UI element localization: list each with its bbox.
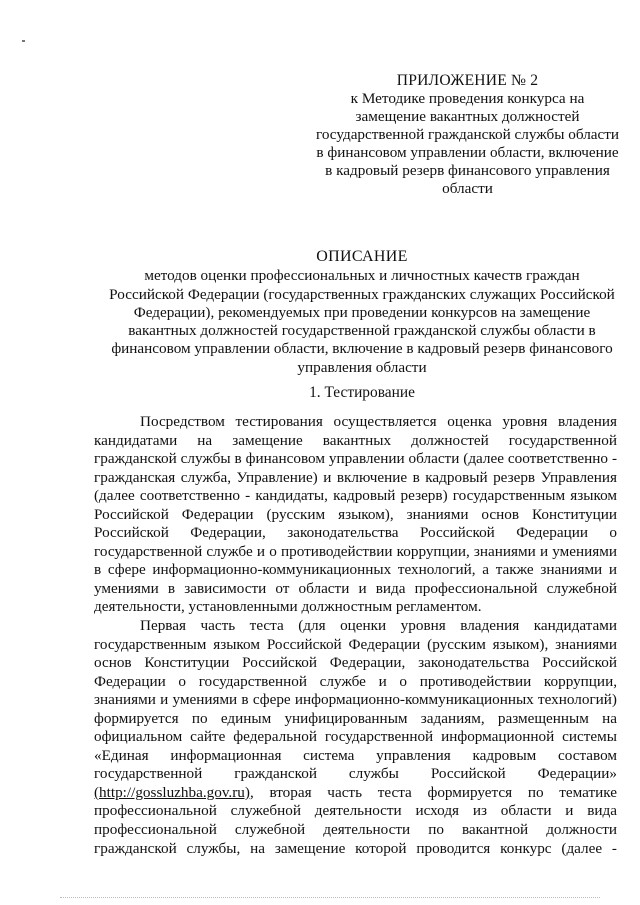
document-title: ОПИСАНИЕ bbox=[316, 248, 408, 265]
heading-line: управления области bbox=[297, 358, 427, 376]
paragraph-line: знаниями и умениями в сфере информационно-коммуникационных технологий) bbox=[94, 691, 617, 709]
paragraph-line: Российской Федерации (русским языком), знаниями основ Конституции bbox=[94, 505, 617, 523]
heading-line: методов оценки профессиональных и личностных качеств граждан bbox=[144, 267, 580, 285]
section-title: 1. Тестирование bbox=[309, 384, 415, 401]
page-bottom-edge bbox=[60, 895, 600, 898]
paragraph-line: гражданской службы в финансовом управлении области (далее соответственно - bbox=[94, 450, 617, 468]
paragraph-line: официальном сайте федеральной государственной информационной системы bbox=[94, 728, 617, 746]
paragraph-line-with-link bbox=[94, 784, 617, 803]
appendix-line: области bbox=[442, 180, 493, 197]
heading-line: Российской Федерации (государственных гражданских служащих Российской bbox=[109, 285, 615, 303]
paragraph-line: Первая часть теста (для оценки уровня владения кандидатами bbox=[140, 617, 617, 635]
paragraph-line: «Единая информационная система управления кадровым составом bbox=[94, 746, 617, 764]
paragraph-line: кандидатами на замещение вакантных должностей государственной bbox=[94, 431, 617, 449]
paragraph-line: государственной службе и о противодействии коррупции, знаниями и умениями bbox=[94, 542, 617, 560]
gossluzhba-link[interactable]: (http://gossluzhba.gov.ru) bbox=[94, 783, 250, 801]
appendix-line: в финансовом управлении области, включение bbox=[316, 144, 619, 161]
document-heading bbox=[92, 248, 632, 377]
paragraph-line: Российской Федерации, законодательства Российской Федерации о bbox=[94, 524, 617, 542]
paragraph-line: деятельности, установленными должностным регламентом. bbox=[94, 598, 482, 616]
paragraph-line: гражданской службы, на замещение которой проводится конкурс (далее - bbox=[94, 839, 617, 857]
appendix-line: в кадровый резерв финансового управления bbox=[325, 162, 610, 179]
paragraph-line: государственной гражданской службы Российской Федерации» bbox=[94, 765, 617, 783]
paragraph-line: гражданская служба, Управление) и включение в кадровый резерв Управления bbox=[94, 468, 617, 486]
paragraph-line: в сфере информационно-коммуникационных технологий, а также знаниями и bbox=[94, 561, 617, 579]
paragraph-line: Посредством тестирования осуществляется оценка уровня владения bbox=[140, 413, 617, 430]
paragraph-line: Федерации о государственной службе и о противодействии коррупции, bbox=[94, 672, 617, 690]
appendix-line: к Методике проведения конкурса на bbox=[350, 90, 585, 107]
paragraph-line: формируется по единым унифицированным заданиям, размещенным на bbox=[94, 709, 617, 727]
appendix-line: государственной гражданской службы области bbox=[315, 126, 620, 143]
heading-line: финансовом управлении области, включение в кадровый резерв финансового bbox=[111, 340, 613, 358]
heading-line: Федерации), рекомендуемых при проведении конкурсов на замещение bbox=[133, 303, 591, 321]
appendix-line: замещение вакантных должностей bbox=[355, 108, 580, 125]
paragraph-line: профессиональной служебной деятельности исходя из области и вида bbox=[94, 802, 617, 820]
paragraph-line: (далее соответственно - кандидаты, кадровый резерв) государственным языком bbox=[94, 487, 617, 505]
appendix-header bbox=[300, 72, 635, 198]
paragraph-line: умениями в зависимости от области и вида профессиональной служебной bbox=[94, 579, 617, 597]
paragraph-line: профессиональной служебной деятельности по вакантной должности bbox=[94, 821, 617, 839]
appendix-title: ПРИЛОЖЕНИЕ № 2 bbox=[396, 72, 539, 89]
paragraph-line: государственным языком Российской Федерации (русским языком), знаниями bbox=[94, 635, 617, 653]
scan-mark bbox=[22, 40, 25, 42]
heading-line: вакантных должностей государственной гражданской службы области в bbox=[128, 322, 596, 340]
body-text bbox=[94, 413, 617, 858]
link-line-rest: , вторая часть теста формируется по тематике bbox=[249, 783, 617, 801]
paragraph-line: основ Конституции Российской Федерации, законодательства Российской bbox=[94, 654, 617, 672]
